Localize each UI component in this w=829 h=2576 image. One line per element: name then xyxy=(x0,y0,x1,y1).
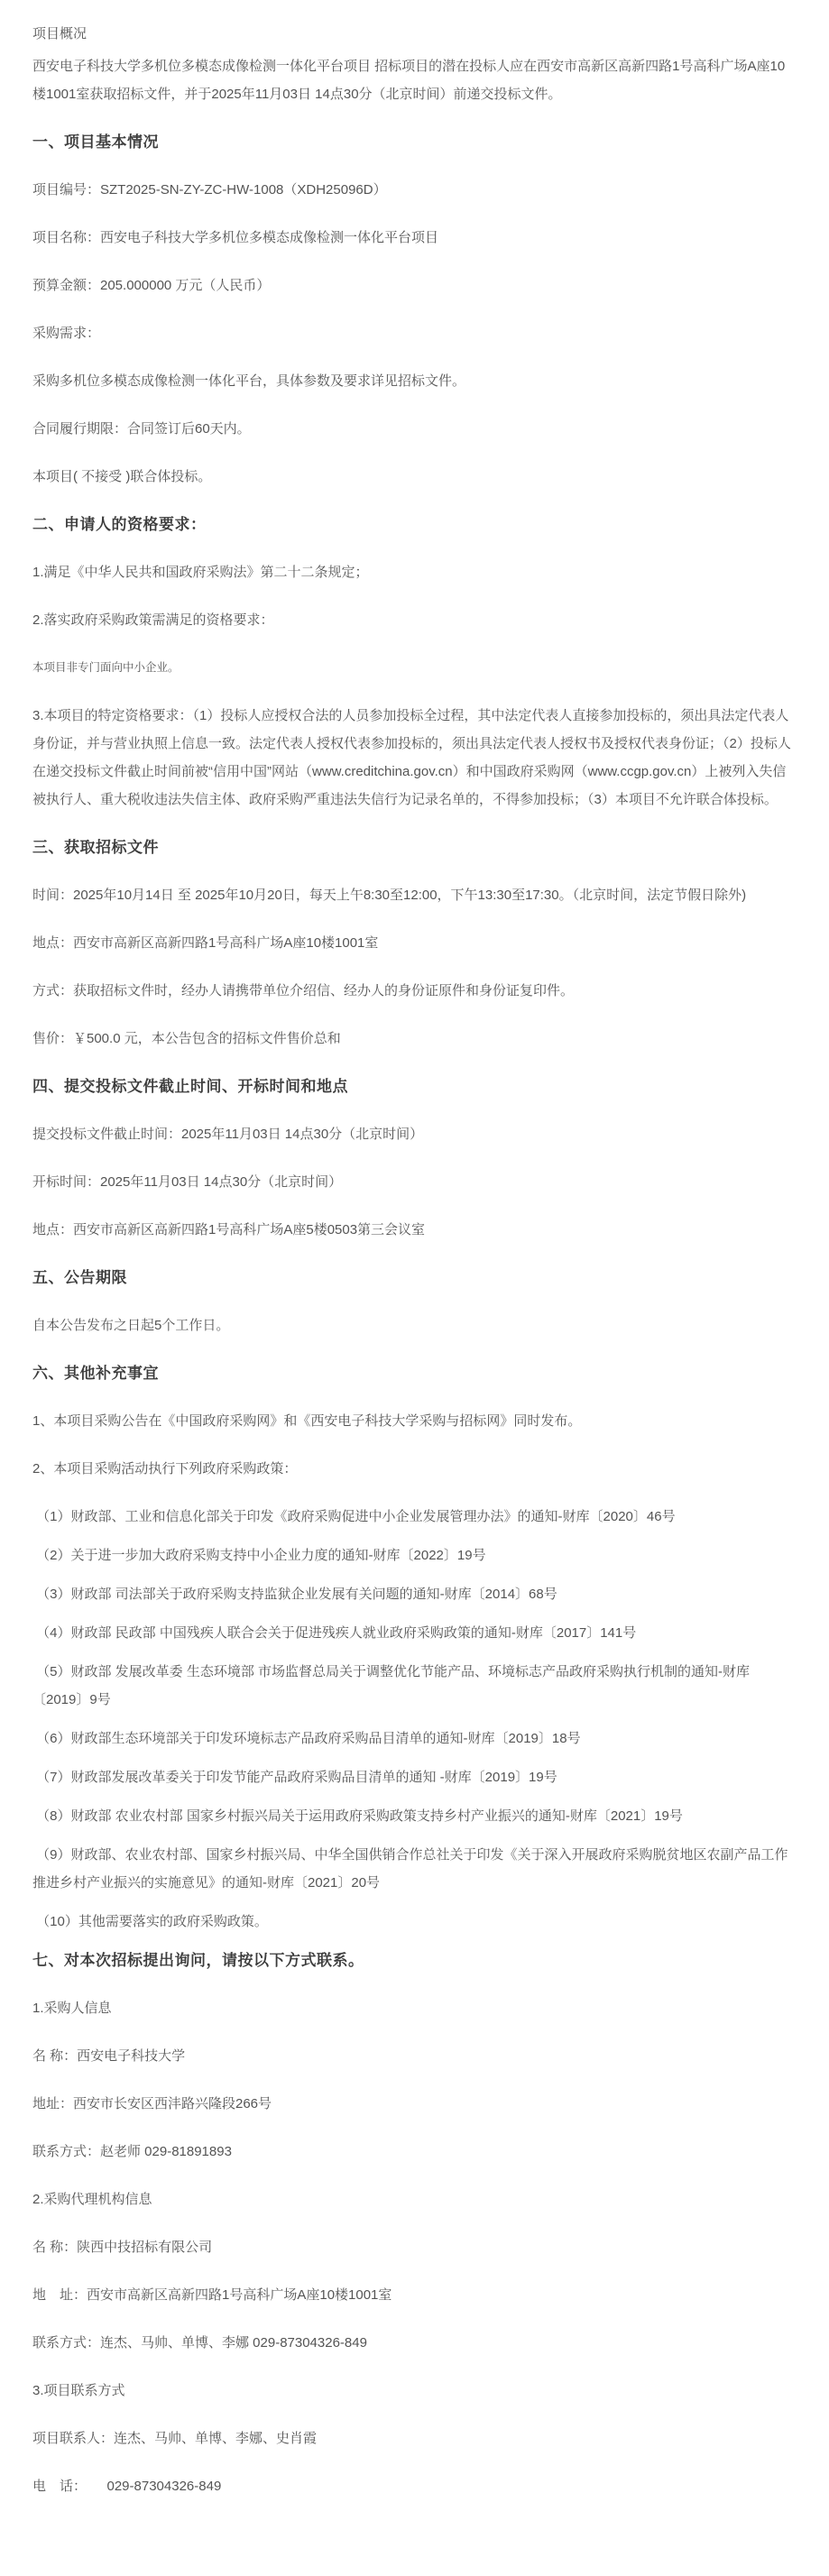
policy-item-7: （7）财政部发展改革委关于印发节能产品政府采购品目清单的通知 -财库〔2019〕19号 xyxy=(32,1770,557,1785)
procurement-demand-label: 采购需求： xyxy=(32,326,101,341)
document-obtain-place: 地点：西安市高新区高新四路1号高科广场A座10楼1001室 xyxy=(32,935,379,951)
document-price: 售价：￥500.0 元，本公告包含的招标文件售价总和 xyxy=(32,1031,341,1046)
qualification-3: 3.本项目的特定资格要求：（1）投标人应授权合法的人员参加投标全过程，其中法定代表人直接参加投标的，须出具法定代表人身份证，并与营业执照上信息一致。法定代表人授权代表参加投标的，须出具法定代表人授权书及授权代表身份证；（2）投标人在递交投标文件截止时间前被“信用中国”网站（www.creditchina.gov.cn）和中国政府采购网（www.ccgp.gov.cn）上被列入失信被执行人、重大税收违法失信主体、政府采购严重违法失信行为记录名单的，不得参加投标；（3）本项目不允许联合体投标。 xyxy=(32,708,791,807)
project-contact-phone: 电 话： 029-87304326-849 xyxy=(32,2479,222,2494)
contract-period: 合同履行期限：合同签订后60天内。 xyxy=(32,421,251,437)
section-5-heading: 五、公告期限 xyxy=(32,1269,127,1286)
section-4-heading: 四、提交投标文件截止时间、开标时间和地点 xyxy=(32,1078,348,1095)
bid-opening-place: 地点：西安市高新区高新四路1号高科广场A座5楼0503第三会议室 xyxy=(32,1222,426,1237)
bid-opening-time: 开标时间：2025年11月03日 14点30分（北京时间） xyxy=(32,1174,343,1190)
policy-item-4: （4）财政部 民政部 中国残疾人联合会关于促进残疾人就业政府采购政策的通知-财库〔2017〕141号 xyxy=(32,1625,637,1641)
policy-item-6: （6）财政部生态环境部关于印发环境标志产品政府采购品目清单的通知-财库〔2019〕18号 xyxy=(32,1731,581,1746)
document-obtain-time: 时间：2025年10月14日 至 2025年10月20日，每天上午8:30至12:00，下午13:30至17:30。（北京时间，法定节假日除外) xyxy=(32,888,747,903)
qualification-2: 2.落实政府采购政策需满足的资格要求： xyxy=(32,612,274,628)
project-name: 项目名称：西安电子科技大学多机位多模态成像检测一体化平台项目 xyxy=(32,230,439,245)
consortium-bidding: 本项目( 不接受 )联合体投标。 xyxy=(32,469,212,484)
supplement-1: 1、本项目采购公告在《中国政府采购网》和《西安电子科技大学采购与招标网》同时发布。 xyxy=(32,1413,582,1429)
project-contact-persons: 项目联系人：连杰、马帅、单博、李娜、史肖霞 xyxy=(32,2431,318,2446)
agency-name: 名 称：陕西中技招标有限公司 xyxy=(32,2240,213,2255)
purchaser-address: 地址：西安市长安区西沣路兴隆段266号 xyxy=(32,2096,272,2111)
project-overview-title: 项目概况 xyxy=(32,26,88,41)
purchaser-contact: 联系方式：赵老师 029-81891893 xyxy=(32,2144,232,2159)
qualification-1: 1.满足《中华人民共和国政府采购法》第二十二条规定； xyxy=(32,565,369,580)
supplement-2: 2、本项目采购活动执行下列政府采购政策： xyxy=(32,1461,298,1477)
agency-info-heading: 2.采购代理机构信息 xyxy=(32,2192,152,2207)
purchaser-name: 名 称：西安电子科技大学 xyxy=(32,2048,186,2064)
document-obtain-method: 方式：获取招标文件时，经办人请携带单位介绍信、经办人的身份证原件和身份证复印件。 xyxy=(32,983,575,998)
policy-item-9: （9）财政部、农业农村部、国家乡村振兴局、中华全国供销合作总社关于印发《关于深入开展政府采购脱贫地区农副产品工作推进乡村产业振兴的实施意见》的通知-财库〔2021〕20号 xyxy=(32,1847,788,1891)
project-contact-heading: 3.项目联系方式 xyxy=(32,2383,125,2398)
section-2-heading: 二、申请人的资格要求： xyxy=(32,516,207,533)
section-1-heading: 一、项目基本情况 xyxy=(32,133,159,151)
bid-submission-deadline: 提交投标文件截止时间：2025年11月03日 14点30分（北京时间） xyxy=(32,1127,424,1142)
policy-item-1: （1）财政部、工业和信息化部关于印发《政府采购促进中小企业发展管理办法》的通知-财库〔2020〕46号 xyxy=(32,1509,676,1524)
project-overview-text: 西安电子科技大学多机位多模态成像检测一体化平台项目 招标项目的潜在投标人应在西安市高新区高新四路1号高科广场A座10楼1001室获取招标文件，并于2025年11月03日 14点30分（北京时间）前递交投标文件。 xyxy=(32,59,786,102)
purchaser-info-heading: 1.采购人信息 xyxy=(32,2001,112,2016)
policy-item-8: （8）财政部 农业农村部 国家乡村振兴局关于运用政府采购政策支持乡村产业振兴的通知-财库〔2021〕19号 xyxy=(32,1808,683,1824)
announcement-period: 自本公告发布之日起5个工作日。 xyxy=(32,1318,230,1333)
section-7-heading: 七、对本次招标提出询问，请按以下方式联系。 xyxy=(32,1952,364,1969)
procurement-demand-text: 采购多机位多模态成像检测一体化平台，具体参数及要求详见招标文件。 xyxy=(32,373,466,389)
policy-item-5: （5）财政部 发展改革委 生态环境部 市场监督总局关于调整优化节能产品、环境标志产品政府采购执行机制的通知-财库〔2019〕9号 xyxy=(32,1664,751,1707)
policy-item-10: （10）其他需要落实的政府采购政策。 xyxy=(32,1914,268,1929)
policy-item-2: （2）关于进一步加大政府采购支持中小企业力度的通知-财库〔2022〕19号 xyxy=(32,1548,486,1563)
section-3-heading: 三、获取招标文件 xyxy=(32,839,159,856)
project-code: 项目编号：SZT2025-SN-ZY-ZC-HW-1008（XDH25096D） xyxy=(32,182,387,198)
sme-note: 本项目非专门面向中小企业。 xyxy=(32,661,180,674)
policy-item-3: （3）财政部 司法部关于政府采购支持监狱企业发展有关问题的通知-财库〔2014〕68号 xyxy=(32,1587,557,1602)
section-6-heading: 六、其他补充事宜 xyxy=(32,1365,159,1382)
tender-announcement-document xyxy=(32,20,797,2500)
agency-address: 地 址：西安市高新区高新四路1号高科广场A座10楼1001室 xyxy=(32,2287,392,2303)
budget-amount: 预算金额：205.000000 万元（人民币） xyxy=(32,278,271,293)
agency-contact: 联系方式：连杰、马帅、单博、李娜 029-87304326-849 xyxy=(32,2335,367,2351)
